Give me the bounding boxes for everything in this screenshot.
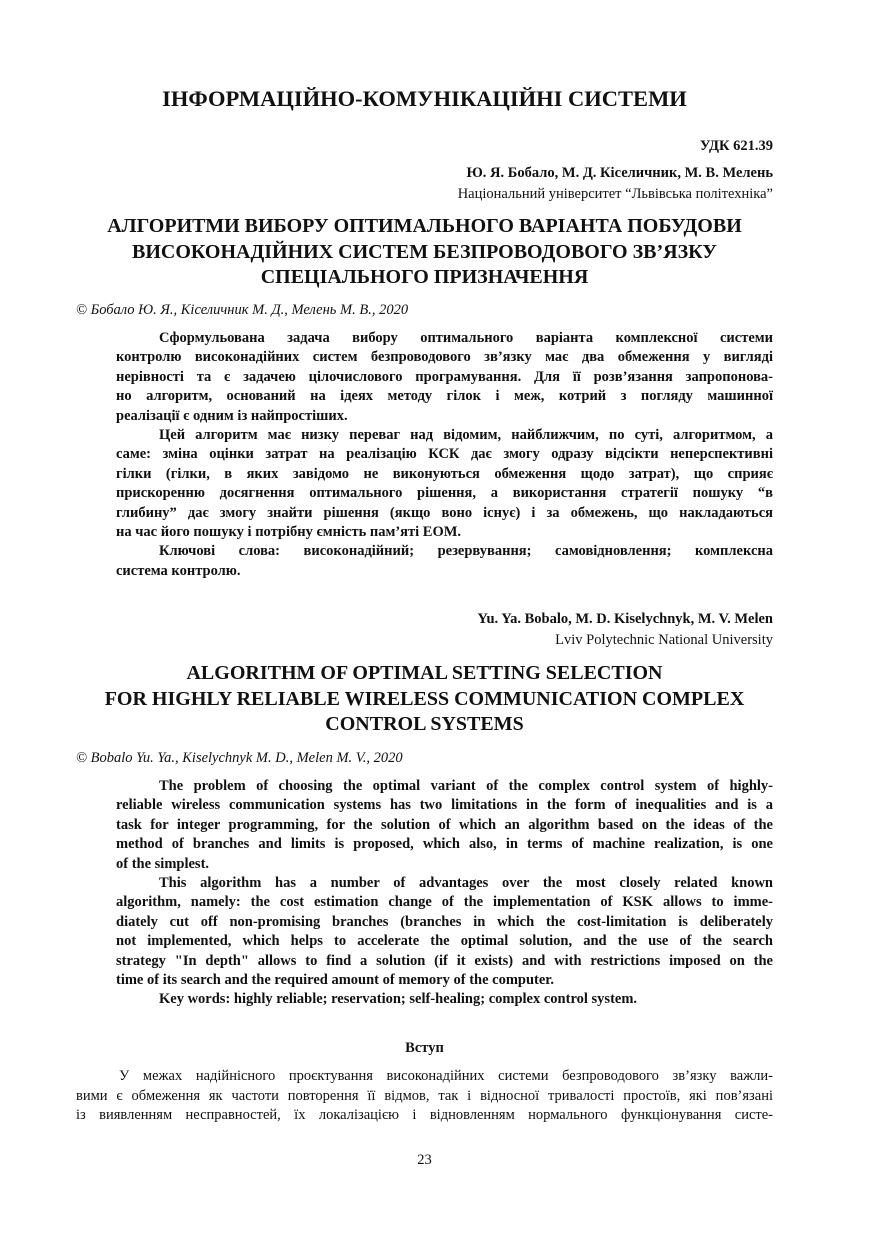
body-line: із виявленням несправностей, їх локалізацією і відновленням нормального функціонування систе- [76, 1107, 773, 1124]
authors-en: Yu. Ya. Bobalo, M. D. Kiselychnyk, M. V. Melen [477, 611, 773, 627]
title-line: СПЕЦІАЛЬНОГО ПРИЗНАЧЕННЯ [260, 266, 589, 288]
abstract-line: саме: зміна оцінки затрат на реалізацію КСК дає змогу одразу відсікти неперспективні [116, 446, 773, 463]
abstract-line: of the simplest. [116, 855, 210, 872]
affiliation-uk: Національний університет “Львівська політехніка” [457, 186, 773, 202]
title-line: CONTROL SYSTEMS [325, 713, 524, 735]
abstract-line: контролю високонадійних систем безпроводового зв’язку має два обмеження у вигляді [116, 349, 773, 366]
abstract-line: not implemented, which helps to accelerate the optimal solution, and the use of the search [116, 933, 773, 950]
keywords-line: система контролю. [116, 562, 241, 579]
title-line: ALGORITHM OF OPTIMAL SETTING SELECTION [186, 662, 663, 684]
intro-body [76, 1067, 773, 1126]
abstract-line: time of its search and the required amount of memory of the computer. [116, 972, 555, 989]
abstract-line: глибину” дає змогу знайти рішення (якщо воно існує) і за обмежень, що накладаються [116, 504, 773, 521]
intro-heading: Вступ [405, 1040, 444, 1056]
abstract-paragraph [116, 777, 773, 874]
abstract-line: прискоренню досягнення оптимального рішення, а використання стратегії пошуку “в [116, 485, 773, 502]
udc-code: УДК 621.39 [699, 138, 773, 154]
abstract-paragraph [116, 329, 773, 426]
abstract-line: гілки (гілки, в яких завідомо не виконуються обмеження щодо затрат), що сприяє [116, 465, 773, 482]
paper-title-uk [76, 214, 773, 291]
authors-uk: Ю. Я. Бобало, М. Д. Кіселичник, М. В. Мелень [466, 165, 773, 181]
title-line: ВИСОКОНАДІЙНИХ СИСТЕМ БЕЗПРОВОДОВОГО ЗВ’ЯЗКУ [132, 240, 717, 263]
abstract-line: reliable wireless communication systems has two limitations in the form of inequalities and is a [116, 797, 773, 814]
title-line: FOR HIGHLY RELIABLE WIRELESS COMMUNICATION COMPLEX [104, 687, 745, 710]
copyright-uk: © Бобало Ю. Я., Кіселичник М. Д., Мелень М. В., 2020 [76, 302, 409, 318]
abstract-line: This algorithm has a number of advantages over the most closely related known [159, 875, 773, 892]
abstract-line: task for integer programming, for the solution of which an algorithm based on the ideas of the [116, 816, 773, 833]
abstract-paragraph [116, 426, 773, 542]
keywords-line: Key words: highly reliable; reservation; self-healing; complex control system. [159, 991, 638, 1008]
abstract-line: на час його пошуку і потрібну ємність пам’яті ЕОМ. [116, 524, 462, 541]
abstract-line: algorithm, namely: the cost estimation change of the implementation of KSK allows to imme- [116, 894, 773, 911]
paper-title-en [76, 661, 773, 738]
abstract-line: diately cut off non-promising branches (branches in which the cost-limitation is deliberately [116, 913, 773, 930]
abstract-line: strategy "In depth" allows to find a solution (if it exists) and with restrictions imposed on the [116, 952, 773, 969]
section-heading: ІНФОРМАЦІЙНО-КОМУНІКАЦІЙНІ СИСТЕМИ [162, 86, 687, 111]
page-number: 23 [417, 1152, 432, 1168]
abstract-line: method of branches and limits is proposed, which also, in terms of machine realization, is one [116, 836, 773, 853]
abstract-en [116, 777, 773, 1010]
abstract-uk [116, 329, 773, 581]
abstract-paragraph [116, 874, 773, 990]
affiliation-en: Lviv Polytechnic National University [555, 632, 773, 648]
abstract-line: Цей алгоритм має низку переваг над відомим, найближчим, по суті, алгоритмом, а [159, 427, 773, 444]
body-line: У межах надійнісного проєктування високонадійних системи безпроводового зв’язку важли- [119, 1068, 773, 1084]
abstract-line: реалізації є одним із найпростіших. [116, 407, 348, 424]
keywords-uk [116, 542, 773, 581]
copyright-en: © Bobalo Yu. Ya., Kiselychnyk M. D., Melen M. V., 2020 [76, 750, 403, 766]
abstract-line: нерівності та є задачею цілочислового програмування. Для її розв’язання запропонова- [116, 368, 773, 385]
abstract-line: Сформульована задача вибору оптимального варіанта комплексної системи [159, 330, 773, 346]
abstract-line: но алгоритм, оснований на ідеях методу гілок і меж, котрий з погляду машинної [116, 388, 773, 405]
title-line: АЛГОРИТМИ ВИБОРУ ОПТИМАЛЬНОГО ВАРІАНТА ПОБУДОВИ [107, 215, 742, 237]
keywords-en [116, 990, 773, 1009]
keywords-line: Ключові слова: високонадійний; резервування; самовідновлення; комплексна [159, 543, 773, 560]
body-line: вими є обмеження як частоти повторення її відмов, так і відносної тривалості простоїв, які пов’язані [76, 1087, 773, 1104]
abstract-line: The problem of choosing the optimal variant of the complex control system of highly- [159, 778, 773, 794]
